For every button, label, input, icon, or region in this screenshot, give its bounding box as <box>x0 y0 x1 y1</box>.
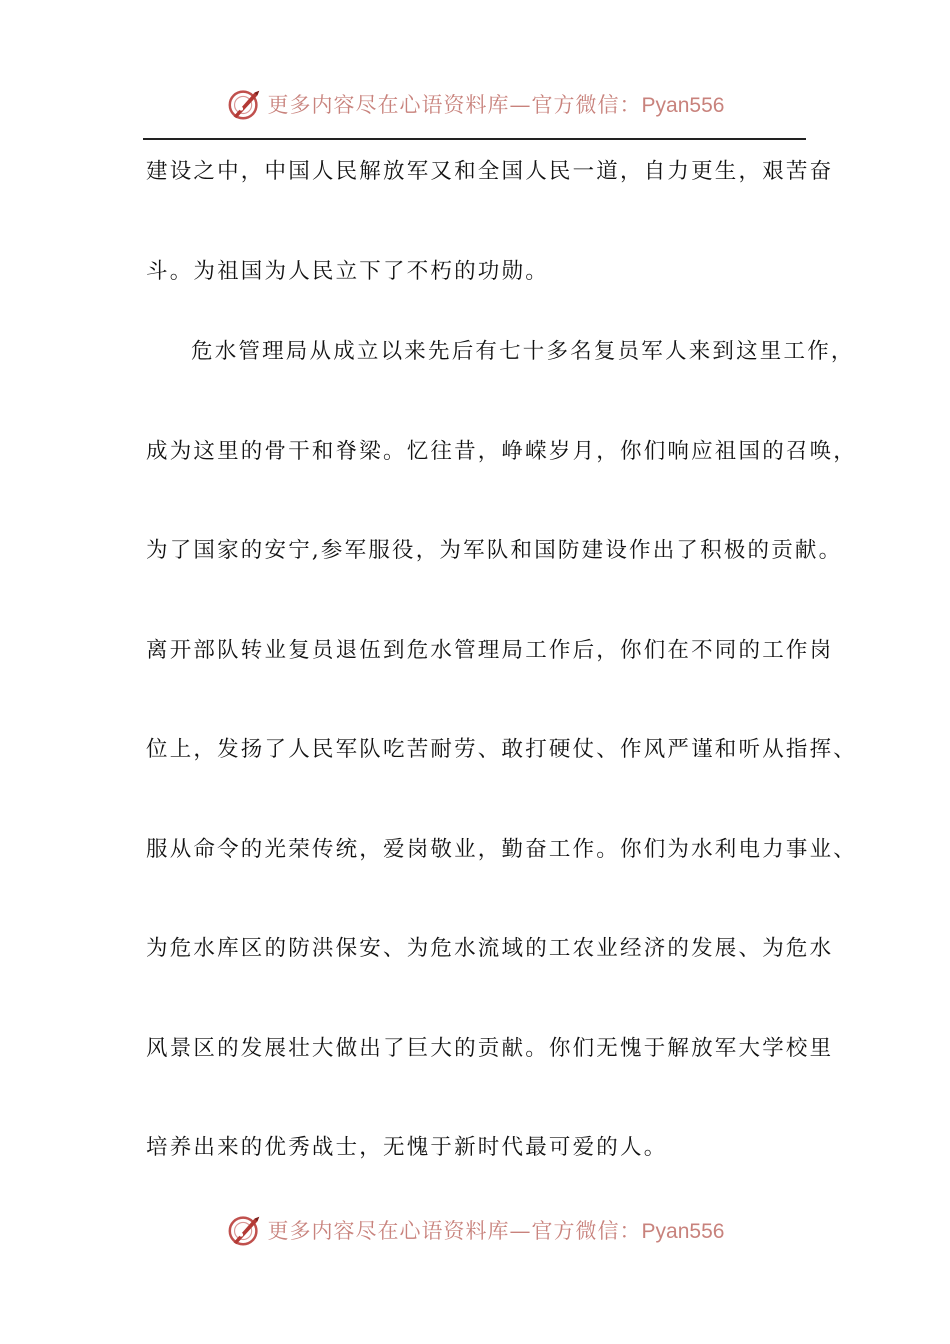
wechat-handle: Pyan556 <box>641 1220 725 1243</box>
paragraph-line: 服从命令的光荣传统，爱岗敬业，勤奋工作。你们为水利电力事业、 <box>146 836 858 862</box>
paragraph-line: 风景区的发展壮大做出了巨大的贡献。你们无愧于解放军大学校里 <box>146 1035 834 1061</box>
paragraph-line: 成为这里的骨干和脊梁。忆往昔，峥嵘岁月，你们响应祖国的召唤， <box>146 438 858 464</box>
header-watermark <box>0 84 950 124</box>
pen-nib-logo-icon <box>226 85 264 123</box>
paragraph-line: 斗。为祖国为人民立下了不朽的功勋。 <box>146 258 549 284</box>
watermark-text: 更多内容尽在心语资料库—官方微信：Pyan556 <box>267 1219 725 1243</box>
pen-nib-logo-icon <box>226 1211 264 1249</box>
paragraph-line: 位上，发扬了人民军队吃苦耐劳、敢打硬仗、作风严谨和听从指挥、 <box>146 737 858 762</box>
paragraph-line: 为了国家的安宁,参军服役，为军队和国防建设作出了积极的贡献。 <box>146 538 843 563</box>
watermark-text: 更多内容尽在心语资料库—官方微信：Pyan556 <box>267 93 725 117</box>
paragraph-line: 培养出来的优秀战士，无愧于新时代最可爱的人。 <box>146 1135 668 1160</box>
paragraph-line: 离开部队转业复员退伍到危水管理局工作后，你们在不同的工作岗 <box>146 637 834 663</box>
paragraph-line: 建设之中，中国人民解放军又和全国人民一道，自力更生，艰苦奋 <box>146 159 834 184</box>
document-body <box>146 122 858 1198</box>
footer-watermark <box>0 1210 950 1250</box>
wechat-handle: Pyan556 <box>641 94 725 117</box>
paragraph-line: 为危水库区的防洪保安、为危水流域的工农业经济的发展、为危水 <box>146 936 834 961</box>
paragraph-line: 危水管理局从成立以来先后有七十多名复员军人来到这里工作， <box>191 339 855 364</box>
